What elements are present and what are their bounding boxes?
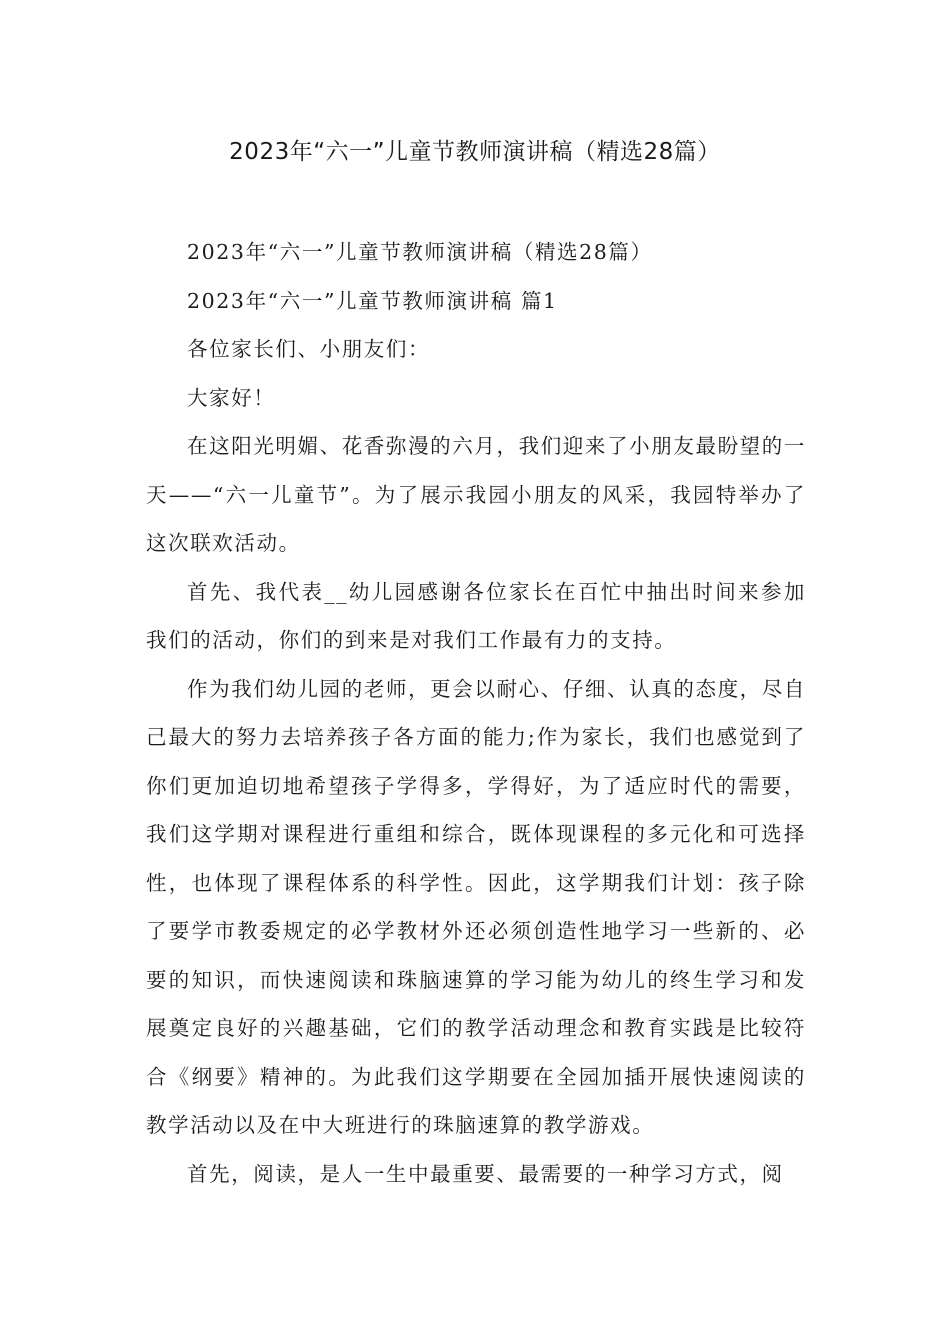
paragraph-body-1: 在这阳光明媚、花香弥漫的六月，我们迎来了小朋友最盼望的一天——“六一儿童节”。为了展示我园小朋友的风采，我园特举办了这次联欢活动。: [146, 434, 806, 555]
document-body: [146, 228, 806, 1198]
paragraph-greeting: 大家好！: [187, 385, 276, 410]
paragraph-body-4: 首先，阅读，是人一生中最重要、最需要的一种学习方式，阅: [187, 1161, 784, 1186]
paragraph-body-3: 作为我们幼儿园的老师，更会以耐心、仔细、认真的态度，尽自己最大的努力去培养孩子各方面的能力;作为家长，我们也感觉到了你们更加迫切地希望孩子学得多，学得好，为了适应时代的需要，我们这学期对课程进行重组和综合，既体现课程的多元化和可选择性，也体现了课程体系的科学性。因此，这学期我们计划：孩子除了要学市教委规定的必学教材外还必须创造性地学习一些新的、必要的知识，而快速阅读和珠脑速算的学习能为幼儿的终生学习和发展奠定良好的兴趣基础，它们的教学活动理念和教育实践是比较符合《纲要》精神的。为此我们这学期要在全园加插开展快速阅读的教学活动以及在中大班进行的珠脑速算的教学游戏。: [146, 676, 806, 1137]
paragraph-salutation: 各位家长们、小朋友们：: [187, 337, 431, 361]
paragraph-body-2: 首先、我代表__幼儿园感谢各位家长在百忙中抽出时间来参加我们的活动，你们的到来是对我们工作最有力的支持。: [146, 579, 806, 652]
document-title: 2023年“六一”儿童节教师演讲稿（精选28篇）: [229, 139, 721, 165]
paragraph-section-title: 2023年“六一”儿童节教师演讲稿 篇1: [187, 288, 558, 313]
paragraph-heading: 2023年“六一”儿童节教师演讲稿（精选28篇）: [187, 240, 653, 264]
